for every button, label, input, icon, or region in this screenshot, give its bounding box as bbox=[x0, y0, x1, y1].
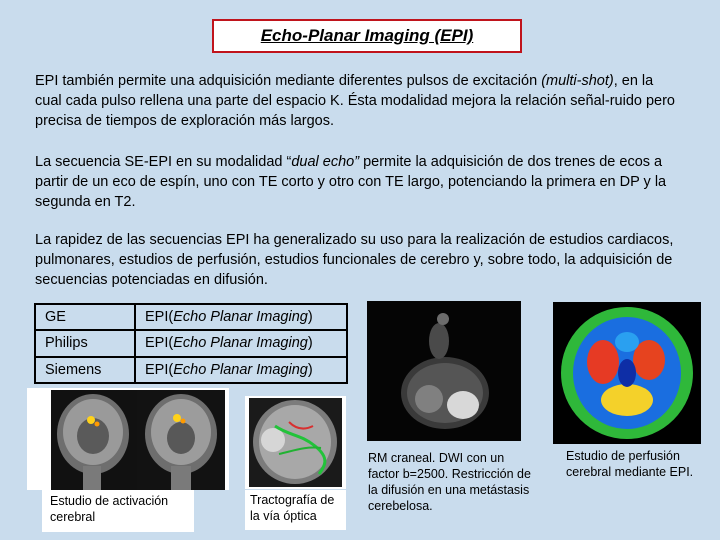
paren: ) bbox=[307, 335, 313, 352]
vendor-name: GE bbox=[36, 305, 134, 329]
fmri-brain-slices bbox=[27, 388, 229, 490]
title-box bbox=[212, 19, 522, 53]
paragraph-applications: La rapidez de las secuencias EPI ha generalizado su uso para la realización de estudios cardiacos, pulmonares, estudios de perfusión, estudios funcionales de cerebro y, sobre todo, la adquisición de secuencias potenciadas en difusión. bbox=[35, 232, 674, 288]
paren: ) bbox=[307, 361, 313, 378]
page-title: Echo-Planar Imaging (EPI) bbox=[260, 26, 474, 45]
paragraph-text: EPI también permite una adquisición mediante diferentes pulsos de excitación bbox=[35, 73, 542, 89]
paragraph-multishot bbox=[35, 71, 675, 131]
tractography-caption: Tractografía de la vía óptica bbox=[250, 493, 335, 523]
paragraph-text: La secuencia SE-EPI en su modalidad “ bbox=[35, 154, 292, 170]
paragraph-text: permite la adquisición de dos trenes de ecos a partir de un eco de espín, uno con TE corto y otro con TE largo, potenciando la primera en DP y la segunda en T2. bbox=[35, 154, 667, 210]
paren: ( bbox=[168, 361, 174, 378]
vendor-sequence bbox=[136, 305, 346, 329]
vendor-sequence bbox=[136, 331, 346, 355]
tractography-brain bbox=[245, 396, 346, 489]
perfusion-caption: Estudio de perfusión cerebral mediante EPI. bbox=[566, 449, 694, 479]
sequence-acronym: EPI bbox=[145, 309, 169, 326]
dwi-caption: RM craneal. DWI con un factor b=2500. Restricción de la difusión en una metástasis cerebelosa. bbox=[368, 451, 531, 513]
paragraph-italic: dual echo” bbox=[291, 154, 360, 170]
paragraph-italic: (multi-shot) bbox=[541, 73, 614, 89]
sequence-long-name: Echo Planar Imaging bbox=[173, 361, 308, 378]
sequence-acronym: EPI bbox=[145, 361, 169, 378]
paragraph-text: , en la cual cada pulso rellena una parte del espacio K. Ésta modalidad mejora la relación señal-ruido pero precisa de tiempos de exploración más largos. bbox=[35, 73, 675, 129]
sequence-acronym: EPI bbox=[145, 335, 169, 352]
fmri-caption: Estudio de activación cerebral bbox=[50, 494, 169, 524]
vendor-name: Siemens bbox=[36, 358, 134, 382]
vendor-table bbox=[34, 303, 348, 384]
tractography-image bbox=[245, 396, 346, 489]
paren: ) bbox=[307, 309, 313, 326]
dwi-image bbox=[367, 301, 521, 441]
paren: ( bbox=[168, 309, 174, 326]
dwi-brain bbox=[367, 301, 521, 441]
paren: ( bbox=[168, 335, 174, 352]
sequence-long-name: Echo Planar Imaging bbox=[173, 335, 308, 352]
fmri-activation-image bbox=[27, 388, 229, 490]
paragraph-dual-echo bbox=[35, 152, 675, 212]
sequence-long-name: Echo Planar Imaging bbox=[173, 309, 308, 326]
perfusion-brain-map bbox=[553, 302, 701, 444]
vendor-name: Philips bbox=[36, 331, 134, 355]
perfusion-image bbox=[553, 302, 701, 444]
vendor-sequence bbox=[136, 358, 346, 382]
